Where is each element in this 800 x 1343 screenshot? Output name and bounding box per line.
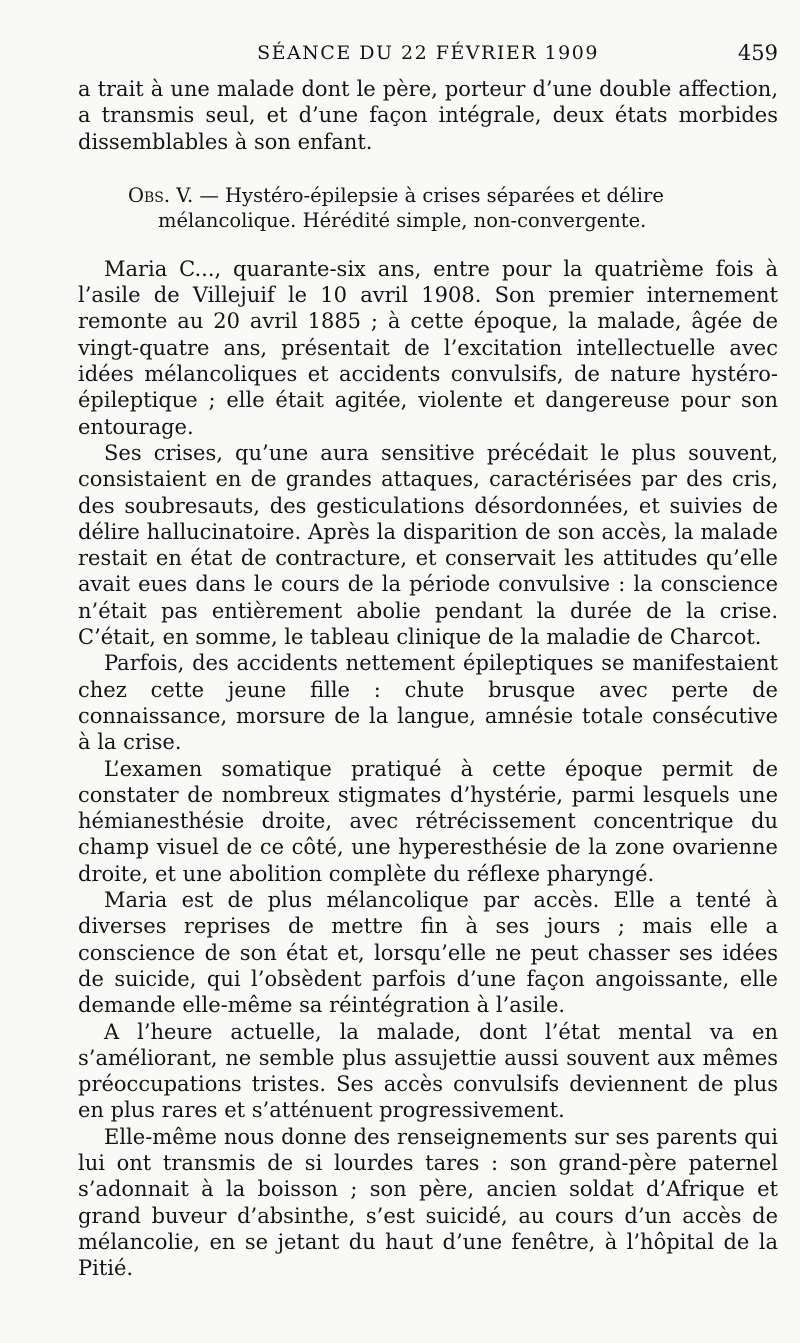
- body-text: [78, 76, 778, 1281]
- observation-label: Obs.: [128, 183, 171, 207]
- paragraph-melancholy: Maria est de plus mélancolique par accès. Elle a tenté à diverses reprises de mettre fin à ses jours ; mais elle a conscience de son état et, lorsqu’elle ne peut chasser ses idées de suicide, qui l’obsèdent parfois d’une façon angoissante, elle demande elle-même sa réintégration à l’asile.: [78, 888, 778, 1018]
- page-number: 459: [737, 41, 778, 65]
- paragraph-crises: Ses crises, qu’une aura sensitive précédait le plus souvent, consistaient en de grandes attaques, caractérisées par des cris, des soubresauts, des gesticulations désordonnées, et suivies de délire hallucinatoire. Après la disparition de son accès, la malade restait en état de contracture, et conservait les attitudes qu’elle avait eues dans le cours de la période convulsive : la conscience n’était pas entièrement abolie pendant la durée de la crise. C’était, en somme, le tableau clinique de la maladie de Charcot.: [78, 440, 778, 650]
- paragraph-heredity: Elle-même nous donne des renseignements sur ses parents qui lui ont transmis de si lourdes tares : son grand-père paternel s’adonnait à la boisson ; son père, ancien soldat d’Afrique et grand buveur d’absinthe, s’est suicidé, au cours d’un accès de mélancolie, en se jetant du haut d’une fenêtre, à l’hôpital de la Pitié.: [78, 1124, 778, 1281]
- paragraph-current-state: A l’heure actuelle, la malade, dont l’état mental va en s’améliorant, ne semble plus assujettie aussi souvent aux mêmes préoccupations tristes. Ses accès convulsifs deviennent de plus en plus rares et s’atténuent progressivement.: [78, 1019, 778, 1123]
- running-title: SÉANCE DU 22 FÉVRIER 1909: [257, 42, 599, 64]
- observation-heading: [78, 183, 778, 233]
- paragraph-somatic-exam: L’examen somatique pratiqué à cette époque permit de constater de nombreux stigmates d’hystérie, parmi lesquels une hémianesthésie droite, avec rétrécissement concentrique du champ visuel de ce côté, une hyperesthésie de la zone ovarienne droite, et une abolition complète du réflexe pharyngé.: [78, 756, 778, 886]
- paragraph-admission: Maria C..., quarante-six ans, entre pour la quatrième fois à l’asile de Villejuif le 10 avril 1908. Son premier internement remonte au 20 avril 1885 ; à cette époque, la malade, âgée de vingt-quatre ans, présentait de l’excitation intellectuelle avec idées mélancoliques et accidents convulsifs, de nature hystéro-épileptique ; elle était agitée, violente et dangereuse pour son entourage.: [78, 256, 778, 439]
- paragraph-epileptic-accidents: Parfois, des accidents nettement épileptiques se manifestaient chez cette jeune fille : chute brusque avec perte de connaissance, morsure de la langue, amnésie totale consécutive à la crise.: [78, 651, 778, 755]
- observation-title-line: [128, 183, 778, 208]
- observation-subtitle: mélancolique. Hérédité simple, non-convergente.: [158, 208, 647, 232]
- observation-number-and-title: V. — Hystéro-épilepsie à crises séparées et délire: [170, 183, 664, 207]
- running-header: [78, 38, 778, 68]
- intro-paragraph: a trait à une malade dont le père, porteur d’une double affection, a transmis seul, et d’une façon intégrale, deux états morbides dissemblables à son enfant.: [78, 77, 778, 154]
